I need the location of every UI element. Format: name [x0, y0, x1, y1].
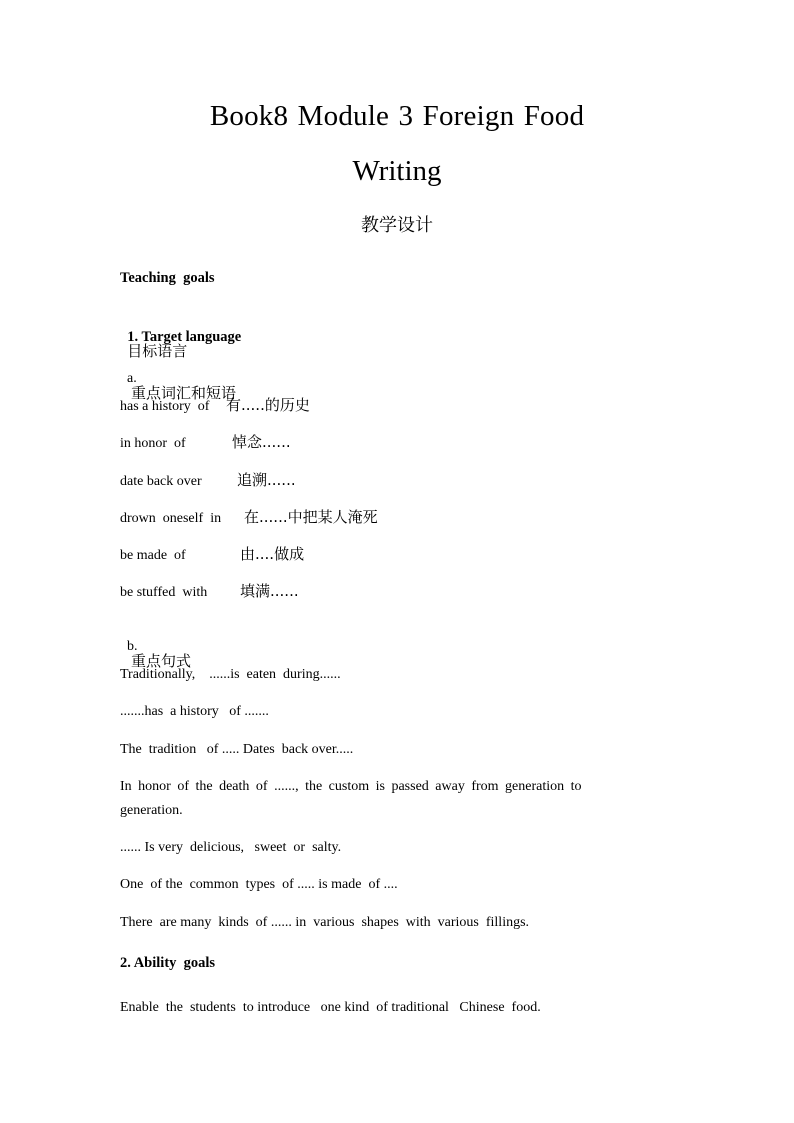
- phrase-cn: 在......中把某人淹死: [244, 508, 378, 526]
- ability-goals-heading: 2. Ability goals: [120, 955, 216, 971]
- section-b-label: [120, 626, 191, 670]
- phrase-cn: 填满......: [240, 582, 299, 600]
- document-subtitle: 教学设计: [361, 215, 433, 236]
- phrase-en: in honor of: [120, 436, 186, 451]
- sentence-pattern: The tradition of ..... Dates back over.....: [120, 742, 354, 757]
- teaching-goals-heading: Teaching goals: [120, 270, 215, 286]
- section-b-title: 重点句式: [131, 652, 192, 670]
- sentence-pattern: In honor of the death of ......, the custom is passed away from generation to generation.: [120, 779, 582, 818]
- target-language-heading-cn: 目标语言: [127, 342, 188, 360]
- ability-goals-text: Enable the students to introduce one kind of traditional Chinese food.: [120, 1000, 541, 1015]
- phrase-cn: 悼念......: [232, 433, 291, 451]
- sentence-pattern: There are many kinds of ...... in various shapes with various fillings.: [120, 915, 530, 930]
- sentence-pattern: ...... Is very delicious, sweet or salty.: [120, 840, 342, 855]
- target-language-heading-en: 1. Target language: [127, 328, 242, 345]
- phrase-en: date back over: [120, 474, 202, 489]
- sentence-pattern: One of the common types of ..... is made of ....: [120, 877, 398, 892]
- phrase-en: has a history of: [120, 399, 210, 414]
- document-title-line2: Writing: [352, 155, 442, 187]
- phrase-cn: 有.....的历史: [226, 396, 310, 414]
- section-a-label: [120, 358, 236, 402]
- phrase-en: be made of: [120, 548, 186, 563]
- document-title: Book8 Module 3 Foreign Food: [209, 100, 585, 132]
- phrase-cn: 由....做成: [240, 545, 305, 563]
- phrase-cn: 追溯......: [237, 471, 296, 489]
- phrase-en: be stuffed with: [120, 585, 208, 600]
- section-a-title: 重点词汇和短语: [131, 384, 237, 402]
- phrase-en: drown oneself in: [120, 511, 222, 526]
- target-language-heading: [120, 315, 241, 360]
- sentence-pattern: Traditionally, ......is eaten during......: [120, 667, 341, 682]
- section-a-letter: a.: [127, 371, 137, 386]
- section-b-letter: b.: [127, 639, 138, 654]
- sentence-pattern: .......has a history of .......: [120, 704, 269, 719]
